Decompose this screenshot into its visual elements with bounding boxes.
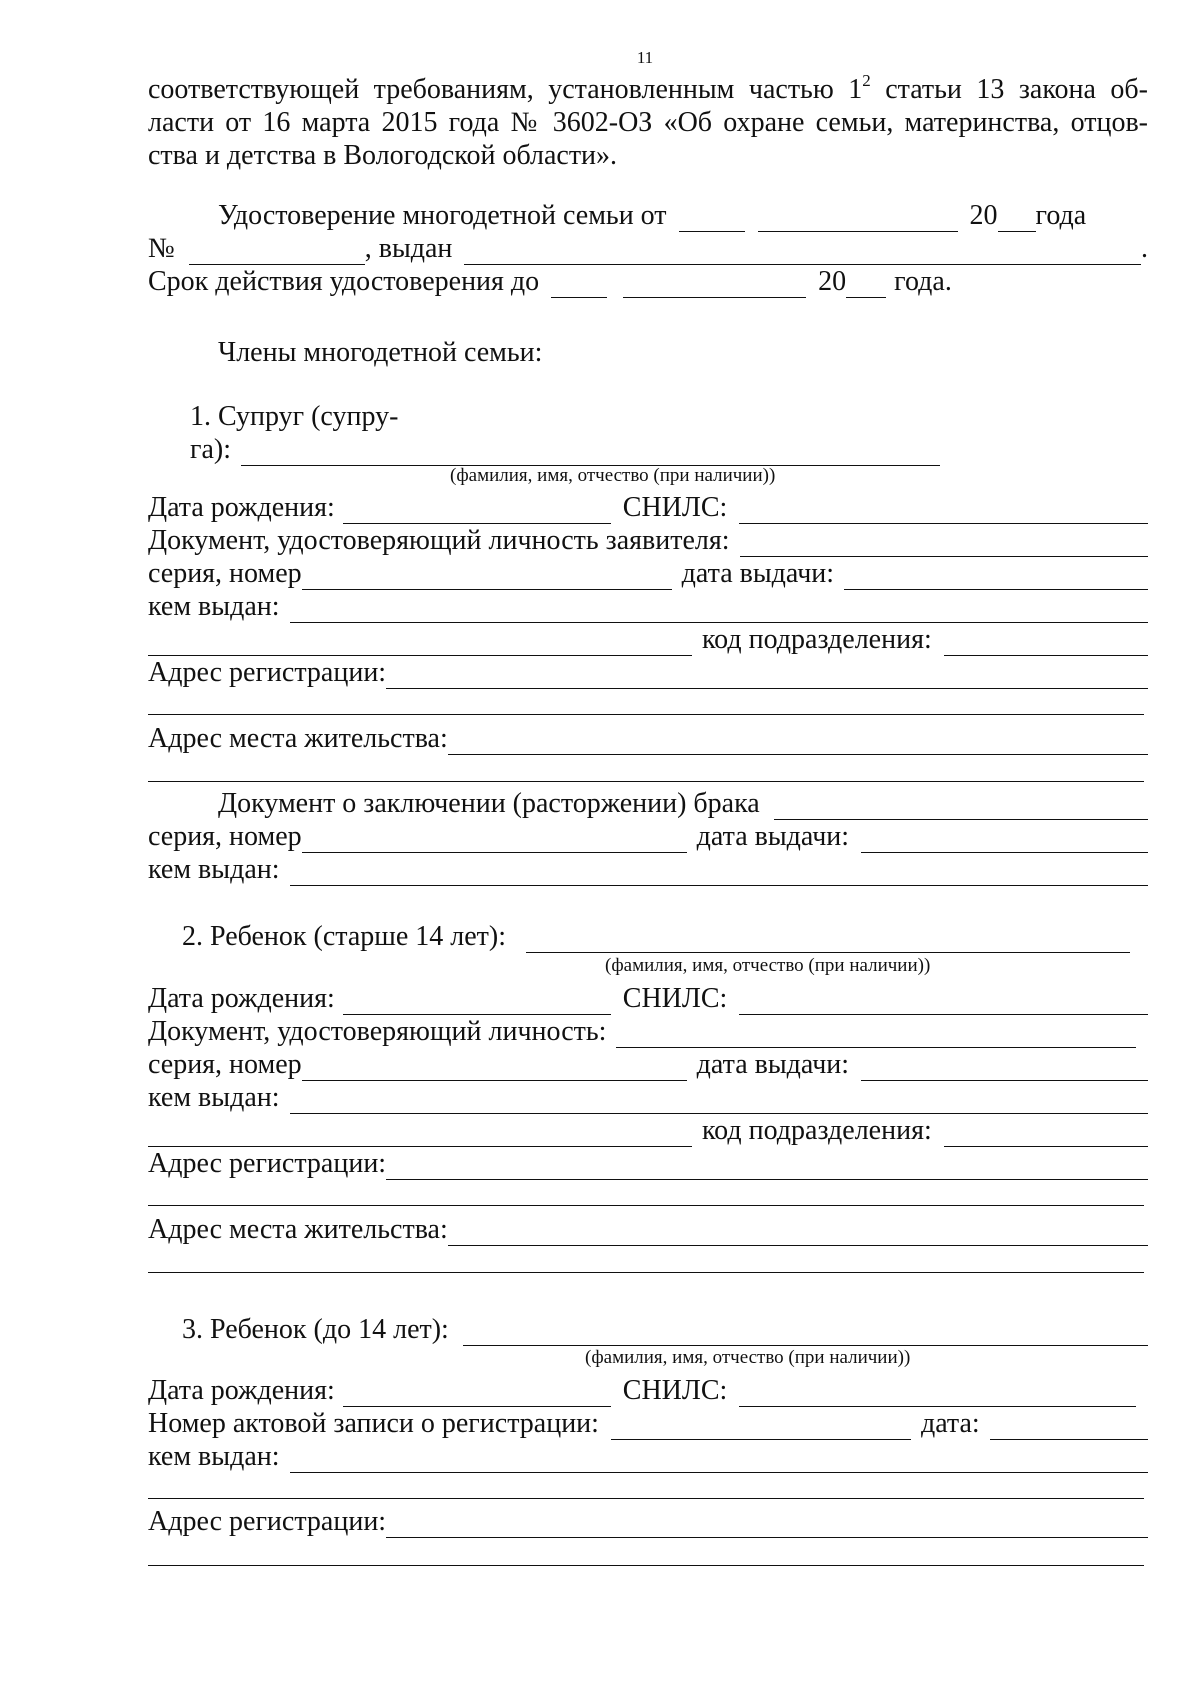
child-over14-birth-date-field[interactable] [343, 988, 611, 1015]
spouse-res-address-row: Адрес места жительства: [148, 722, 1148, 755]
certificate-number-field[interactable] [189, 238, 365, 265]
certificate-year-suffix: года [1035, 200, 1087, 231]
certificate-number-row: № , выдан . [148, 233, 1148, 264]
marriage-series-row: серия, номер дата выдачи: [148, 820, 1148, 853]
spouse-res-address-field[interactable] [448, 728, 1148, 755]
spouse-issued-by-field[interactable] [290, 596, 1148, 623]
child-under14-act-date-field[interactable] [990, 1413, 1148, 1440]
child-under14-fio-caption: (фамилия, имя, отчество (при наличии)) [585, 1347, 911, 1368]
child-over14-issued-by-field-2[interactable] [148, 1120, 692, 1147]
child-over14-name-field[interactable] [526, 926, 1130, 953]
child-under14-title: 3. Ребенок (до 14 лет): [182, 1314, 449, 1345]
child-under14-issued-by-field[interactable] [290, 1446, 1148, 1473]
validity-label: Срок действия удостоверения до [148, 266, 540, 297]
child-over14-issued-by-field[interactable] [290, 1087, 1148, 1114]
page-number: 11 [636, 48, 654, 67]
child-over14-reg-address-row: Адрес регистрации: [148, 1147, 1148, 1180]
spouse-birth-date-field[interactable] [343, 497, 611, 524]
child-under14-issued-by-field-2[interactable] [148, 1498, 1144, 1499]
child-over14-birth-row: Дата рождения: СНИЛС: [148, 982, 1148, 1015]
marriage-issued-by-field[interactable] [290, 859, 1148, 886]
certificate-issuer-field[interactable] [464, 238, 1141, 265]
child-over14-reg-address-field-2[interactable] [148, 1205, 1144, 1206]
child-over14-name-row [182, 920, 1130, 953]
members-heading: Члены многодетной семьи: [218, 337, 543, 368]
marriage-issued-by-row: кем выдан: [148, 853, 1148, 886]
spouse-series-row: серия, номер дата выдачи: [148, 557, 1148, 590]
spouse-id-doc-row: Документ, удостоверяющий личность заявителя: [148, 524, 1148, 557]
child-over14-fio-caption: (фамилия, имя, отчество (при наличии)) [605, 955, 931, 976]
child-over14-series-field[interactable] [302, 1054, 687, 1081]
spouse-reg-address-row: Адрес регистрации: [148, 656, 1148, 689]
spouse-series-field[interactable] [302, 563, 672, 590]
child-over14-division-row: код подразделения: [148, 1114, 1148, 1147]
spouse-issued-by-row: кем выдан: [148, 590, 1148, 623]
child-over14-issued-by-row: кем выдан: [148, 1081, 1148, 1114]
child-over14-issue-date-field[interactable] [861, 1054, 1148, 1081]
child-under14-snils-field[interactable] [739, 1380, 1136, 1407]
child-over14-title: 2. Ребенок (старше 14 лет): [182, 921, 507, 952]
validity-year-field[interactable] [846, 271, 886, 298]
spouse-reg-address-field-2[interactable] [148, 714, 1144, 715]
spouse-division-code-field[interactable] [944, 629, 1148, 656]
spouse-res-address-field-2[interactable] [148, 781, 1144, 782]
validity-row: Срок действия удостоверения до 20 года. [148, 266, 952, 297]
certificate-month-field[interactable] [758, 205, 958, 232]
child-under14-birth-row: Дата рождения: СНИЛС: [148, 1374, 1148, 1407]
child-over14-series-row: серия, номер дата выдачи: [148, 1048, 1148, 1081]
spouse-birth-row: Дата рождения: СНИЛС: [148, 491, 1148, 524]
intro-line-3: ства и детства в Вологодской области». [148, 140, 618, 171]
certificate-day-field[interactable] [679, 205, 745, 232]
marriage-doc-row: Документ о заключении (расторжении) брака [148, 787, 1148, 820]
spouse-snils-field[interactable] [739, 497, 1148, 524]
spouse-fio-caption: (фамилия, имя, отчество (при наличии)) [450, 465, 776, 486]
spouse-issued-by-field-2[interactable] [148, 629, 692, 656]
child-under14-birth-date-field[interactable] [343, 1380, 611, 1407]
child-over14-division-code-field[interactable] [944, 1120, 1148, 1147]
child-over14-res-address-field-2[interactable] [148, 1272, 1144, 1273]
superscript-2: 2 [862, 71, 871, 90]
spouse-division-row: код подразделения: [148, 623, 1148, 656]
spouse-title-line-1: 1. Супруг (супру- [190, 401, 399, 432]
child-over14-res-address-row: Адрес места жительства: [148, 1213, 1148, 1246]
child-under14-issued-by-row: кем выдан: [148, 1440, 1148, 1473]
spouse-reg-address-field[interactable] [386, 662, 1148, 689]
child-over14-id-doc-row: Документ, удостоверяющий личность: [148, 1015, 1148, 1048]
child-under14-name-row [182, 1313, 1148, 1346]
certificate-year-field[interactable] [998, 205, 1036, 232]
child-over14-reg-address-field[interactable] [386, 1153, 1148, 1180]
child-over14-id-doc-field[interactable] [616, 1021, 1136, 1048]
child-under14-reg-address-row: Адрес регистрации: [148, 1505, 1148, 1538]
marriage-series-field[interactable] [302, 826, 687, 853]
issued-label: , выдан [364, 233, 453, 264]
child-over14-snils-field[interactable] [739, 988, 1148, 1015]
certificate-year-prefix: 20 [969, 200, 998, 231]
child-under14-act-row: Номер актовой записи о регистрации: дата: [148, 1407, 1148, 1440]
spouse-issue-date-field[interactable] [844, 563, 1148, 590]
marriage-doc-field[interactable] [774, 793, 1148, 820]
child-under14-act-number-field[interactable] [611, 1413, 911, 1440]
certificate-row [148, 199, 1148, 232]
intro-line-1: соответствующей требованиям, установленным частью $1^2$ статьи 13 закона об- [148, 71, 1148, 105]
spouse-name-row: га): [190, 433, 940, 466]
marriage-issue-date-field[interactable] [861, 826, 1148, 853]
validity-day-field[interactable] [551, 271, 607, 298]
number-sign: № [148, 233, 175, 264]
certificate-label: Удостоверение многодетной семьи от [218, 200, 667, 231]
child-under14-reg-address-field[interactable] [386, 1511, 1148, 1538]
validity-month-field[interactable] [623, 271, 806, 298]
child-over14-res-address-field[interactable] [448, 1219, 1148, 1246]
intro-line-2: ласти от 16 марта 2015 года № 3602-ОЗ «Об охране семьи, материнства, отцов- [148, 107, 1148, 138]
child-under14-name-field[interactable] [463, 1319, 1148, 1346]
spouse-id-doc-field[interactable] [740, 530, 1148, 557]
spouse-name-field[interactable] [241, 439, 940, 466]
child-under14-reg-address-field-2[interactable] [148, 1565, 1144, 1566]
